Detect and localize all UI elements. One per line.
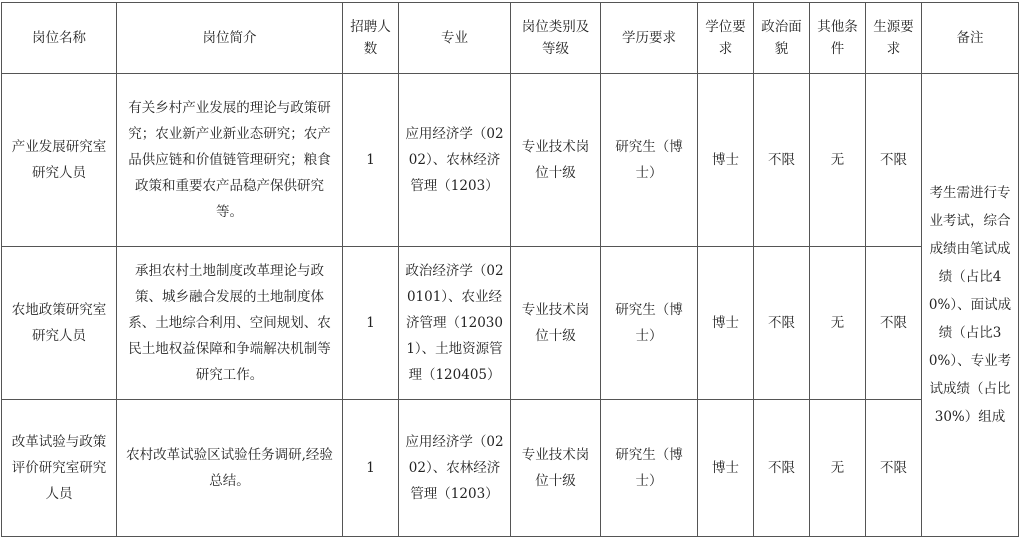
- cell-count: 1: [343, 74, 399, 247]
- cell-degree: 博士: [698, 74, 754, 247]
- cell-category: 专业技术岗位十级: [511, 74, 601, 247]
- cell-position-desc: 承担农村土地制度改革理论与政策、城乡融合发展的土地制度体系、土地综合利用、空间规划、农民土地权益保障和争端解决机制等研究工作。: [117, 247, 343, 400]
- cell-degree: 博士: [698, 247, 754, 400]
- table-row: [2, 74, 1019, 247]
- col-header-source: 生源要求: [866, 3, 922, 74]
- table-row: [2, 400, 1019, 537]
- cell-major: 应用经济学（0202）、农林经济管理（1203）: [399, 74, 511, 247]
- cell-source: 不限: [866, 247, 922, 400]
- cell-political: 不限: [754, 400, 810, 537]
- cell-count: 1: [343, 400, 399, 537]
- col-header-category: 岗位类别及等级: [511, 3, 601, 74]
- col-header-degree: 学位要求: [698, 3, 754, 74]
- cell-category: 专业技术岗位十级: [511, 247, 601, 400]
- cell-position-desc: 有关乡村产业发展的理论与政策研究；农业新产业新业态研究；农产品供应链和价值链管理研究；粮食政策和重要农产品稳产保供研究等。: [117, 74, 343, 247]
- cell-other: 无: [810, 74, 866, 247]
- col-header-political: 政治面貌: [754, 3, 810, 74]
- cell-position-desc: 农村改革试验区试验任务调研,经验总结。: [117, 400, 343, 537]
- cell-note: 考生需进行专业考试，综合成绩由笔试成绩（占比40%）、面试成绩（占比30%）、专业考试成绩（占比30%）组成: [922, 74, 1019, 537]
- cell-position-name: 农地政策研究室研究人员: [2, 247, 117, 400]
- cell-major: 政治经济学（020101）、农业经济管理（120301）、土地资源管理（120405）: [399, 247, 511, 400]
- table-row: [2, 247, 1019, 400]
- col-header-position-desc: 岗位简介: [117, 3, 343, 74]
- cell-education: 研究生（博士）: [601, 247, 698, 400]
- cell-political: 不限: [754, 74, 810, 247]
- col-header-major: 专业: [399, 3, 511, 74]
- col-header-count: 招聘人数: [343, 3, 399, 74]
- col-header-position-name: 岗位名称: [2, 3, 117, 74]
- cell-political: 不限: [754, 247, 810, 400]
- cell-major: 应用经济学（0202）、农林经济管理（1203）: [399, 400, 511, 537]
- col-header-other: 其他条件: [810, 3, 866, 74]
- cell-education: 研究生（博士）: [601, 400, 698, 537]
- cell-count: 1: [343, 247, 399, 400]
- cell-degree: 博士: [698, 400, 754, 537]
- cell-other: 无: [810, 400, 866, 537]
- cell-source: 不限: [866, 400, 922, 537]
- col-header-note: 备注: [922, 3, 1019, 74]
- col-header-education: 学历要求: [601, 3, 698, 74]
- recruitment-table: [1, 2, 1019, 537]
- cell-position-name: 产业发展研究室研究人员: [2, 74, 117, 247]
- cell-source: 不限: [866, 74, 922, 247]
- cell-education: 研究生（博士）: [601, 74, 698, 247]
- header-row: [2, 3, 1019, 74]
- cell-other: 无: [810, 247, 866, 400]
- cell-category: 专业技术岗位十级: [511, 400, 601, 537]
- cell-position-name: 改革试验与政策评价研究室研究人员: [2, 400, 117, 537]
